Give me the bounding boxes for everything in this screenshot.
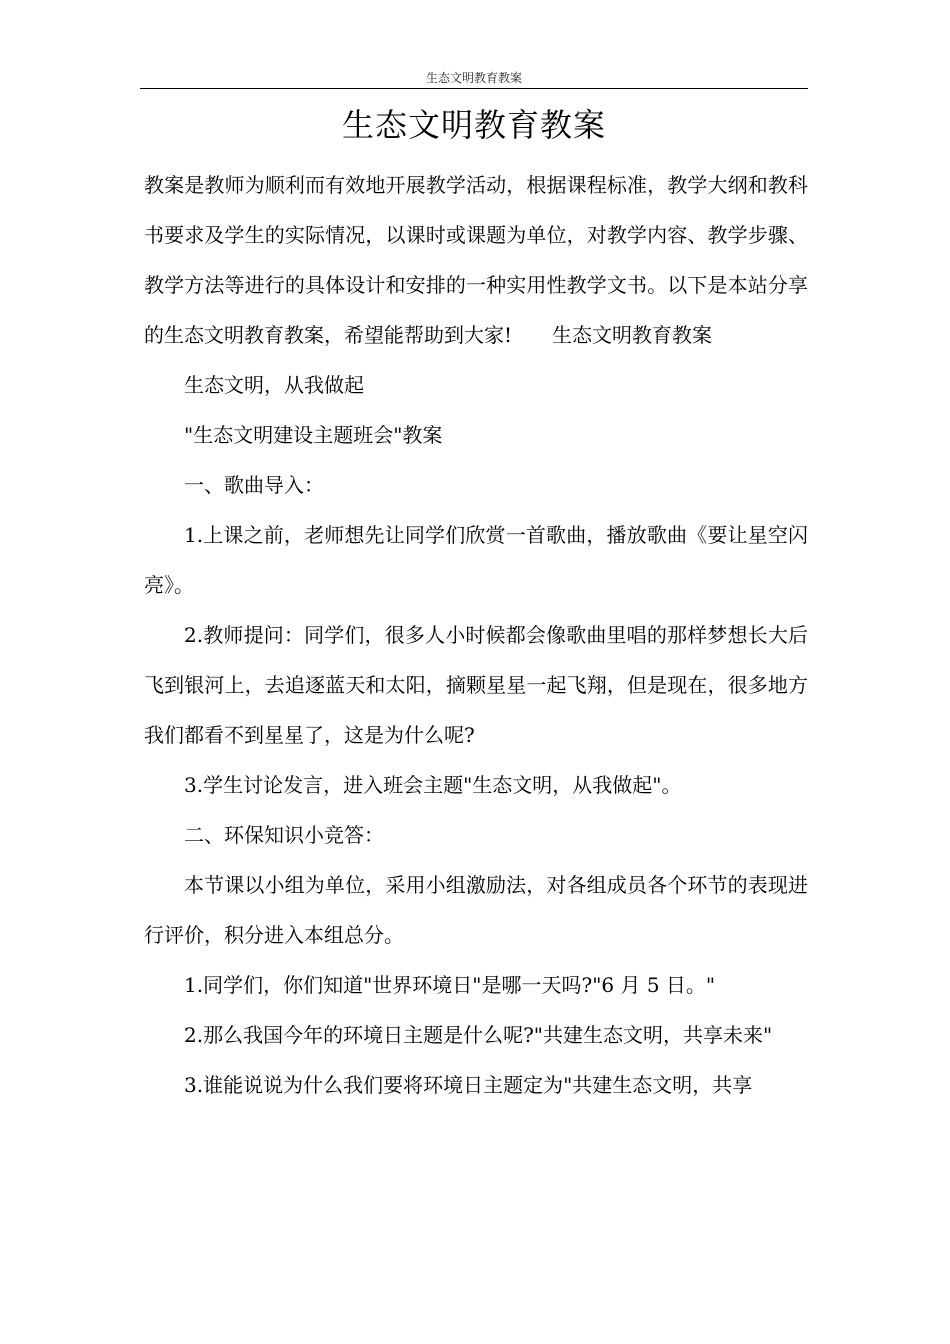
document-title: 生态文明教育教案 — [341, 106, 606, 144]
paragraph-item-1-3: 3.学生讨论发言，进入班会主题"生态文明，从我做起"。 — [184, 773, 682, 797]
intro-paragraph — [144, 160, 808, 360]
paragraph-lesson-name: "生态文明建设主题班会"教案 — [184, 423, 443, 447]
running-header: 生态文明教育教案 — [425, 71, 522, 85]
paragraph-item-1-1: 1.上课之前，老师想先让同学们欣赏一首歌曲，播放歌曲《要让星空闪亮》。 — [144, 523, 808, 597]
paragraph-item-1-2: 2.教师提问：同学们，很多人小时候都会像歌曲里唱的那样梦想长大后飞到银河上，去追逐蓝天和太阳，摘颗星星一起飞翔，但是现在，很多地方我们都看不到星星了，这是为什么呢? — [144, 623, 808, 747]
intro-text: 教案是教师为顺利而有效地开展教学活动，根据课程标准，教学大纲和教科书要求及学生的实际情况，以课时或课题为单位，对教学内容、教学步骤、教学方法等进行的具体设计和安排的一种实用性教学文书。以下是本站分享的生态文明教育教案，希望能帮助到大家! — [144, 173, 808, 347]
paragraph-slogan: 生态文明，从我做起 — [184, 373, 364, 397]
paragraph-item-2-2: 2.那么我国今年的环境日主题是什么呢?"共建生态文明，共享未来" — [184, 1023, 773, 1047]
intro-tail: 生态文明教育教案 — [552, 323, 713, 347]
paragraph-item-2-1: 1.同学们，你们知道"世界环境日"是哪一天吗?"6 月 5 日。" — [184, 973, 716, 997]
paragraph-section-2-intro: 本节课以小组为单位，采用小组激励法，对各组成员各个环节的表现进行评价，积分进入本组总分。 — [144, 873, 808, 947]
section-heading-2: 二、环保知识小竞答： — [184, 823, 384, 847]
header-rule — [140, 88, 808, 89]
paragraph-item-2-3: 3.谁能说说为什么我们要将环境日主题定为"共建生态文明，共享 — [184, 1073, 753, 1097]
section-heading-1: 一、歌曲导入： — [184, 473, 324, 497]
document-body — [144, 160, 808, 1110]
